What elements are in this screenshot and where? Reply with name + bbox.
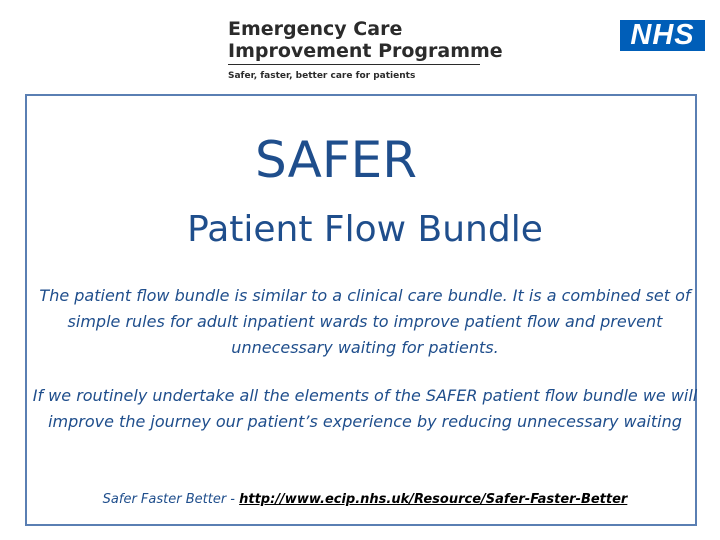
slide-subtitle: Patient Flow Bundle: [187, 209, 543, 250]
ecip-logo: [228, 18, 503, 81]
slide-title: SAFER: [255, 131, 417, 189]
footer-reference: [30, 490, 700, 510]
logo-tagline: Safer, faster, better care for patients: [228, 71, 416, 81]
resource-link[interactable]: http://www.ecip.nhs.uk/Resource/Safer-Faster-Better: [239, 492, 628, 507]
nhs-logo: NHS: [620, 20, 705, 51]
paragraph-benefit: If we routinely undertake all the elements of the SAFER patient flow bundle we will improve the journey our patient’s experience by reducing unnecessary waiting: [32, 386, 698, 431]
logo-divider: [228, 64, 480, 65]
paragraph-intro: The patient flow bundle is similar to a clinical care bundle. It is a combined set of simple rules for adult inpatient wards to improve patient flow and prevent unnecessary waiting for patients.: [39, 286, 691, 357]
logo-line-1: Emergency Care: [228, 18, 403, 40]
logo-line-2: Improvement Programme: [228, 40, 503, 62]
footer-prefix: Safer Faster Better -: [102, 492, 240, 507]
